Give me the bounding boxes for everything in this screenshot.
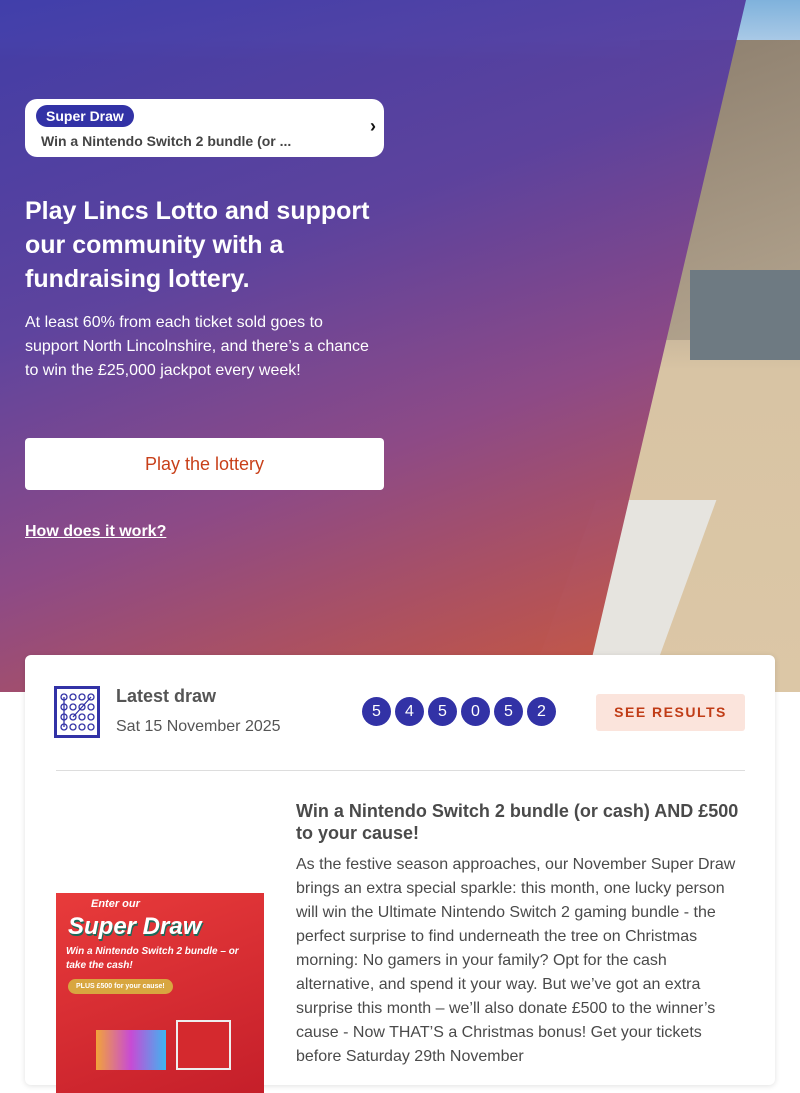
promo-image-line2: Super Draw [68, 913, 202, 940]
how-does-it-work-link[interactable]: How does it work? [25, 523, 167, 540]
super-draw-badge: Super Draw [36, 105, 134, 127]
promo-title: Win a Nintendo Switch 2 bundle (or cash) AND £500 to your cause! [296, 801, 739, 843]
draw-ball: 5 [428, 697, 457, 726]
promo-image-line3: Win a Nintendo Switch 2 bundle – or take the cash! [66, 946, 239, 971]
hero-title: Play Lincs Lotto and support our community with a fundraising lottery. [25, 197, 370, 293]
play-lottery-button[interactable]: Play the lottery [25, 438, 384, 490]
hero-intro: At least 60% from each ticket sold goes to support North Lincolnshire, and there’s a chance to win the £25,000 jackpot every week! [25, 314, 369, 379]
promo-body: As the festive season approaches, our November Super Draw brings an extra special sparkle: this month, one lucky person will win the Ultimate Nintendo Switch 2 gaming bundle - the perfect surprise to find underneath the tree on Christmas morning: No gamers in your family? Opt for the cash alternative, and spend it your way. But we’ve got an extra surprise this month – we’ll also donate £500 to the winner’s cause - Now THAT’S a Christmas bonus! Get your tickets before Saturday 29th November [296, 856, 736, 1065]
tv-graphic [96, 1030, 166, 1070]
super-draw-banner[interactable] [25, 99, 384, 157]
draw-ball: 5 [362, 697, 391, 726]
see-results-button[interactable]: SEE RESULTS [596, 694, 745, 731]
latest-draw-title: Latest draw [116, 686, 217, 706]
draw-ball: 2 [527, 697, 556, 726]
draw-ball: 0 [461, 697, 490, 726]
banner-text: Win a Nintendo Switch 2 bundle (or ... [41, 133, 292, 149]
latest-draw-date: Sat 15 November 2025 [116, 718, 281, 735]
chevron-right-icon: › [370, 116, 376, 136]
lottery-grid-icon [54, 686, 100, 738]
divider [56, 770, 745, 771]
promo-image-line1: Enter our [91, 898, 140, 910]
draw-ball: 5 [494, 697, 523, 726]
latest-draw-card [25, 655, 775, 1085]
promo-image-line4: PLUS £500 for your cause! [68, 979, 173, 994]
draw-ball: 4 [395, 697, 424, 726]
super-draw-promo-image[interactable] [56, 893, 264, 1093]
console-box-graphic [176, 1020, 231, 1070]
draw-numbers [362, 697, 556, 726]
